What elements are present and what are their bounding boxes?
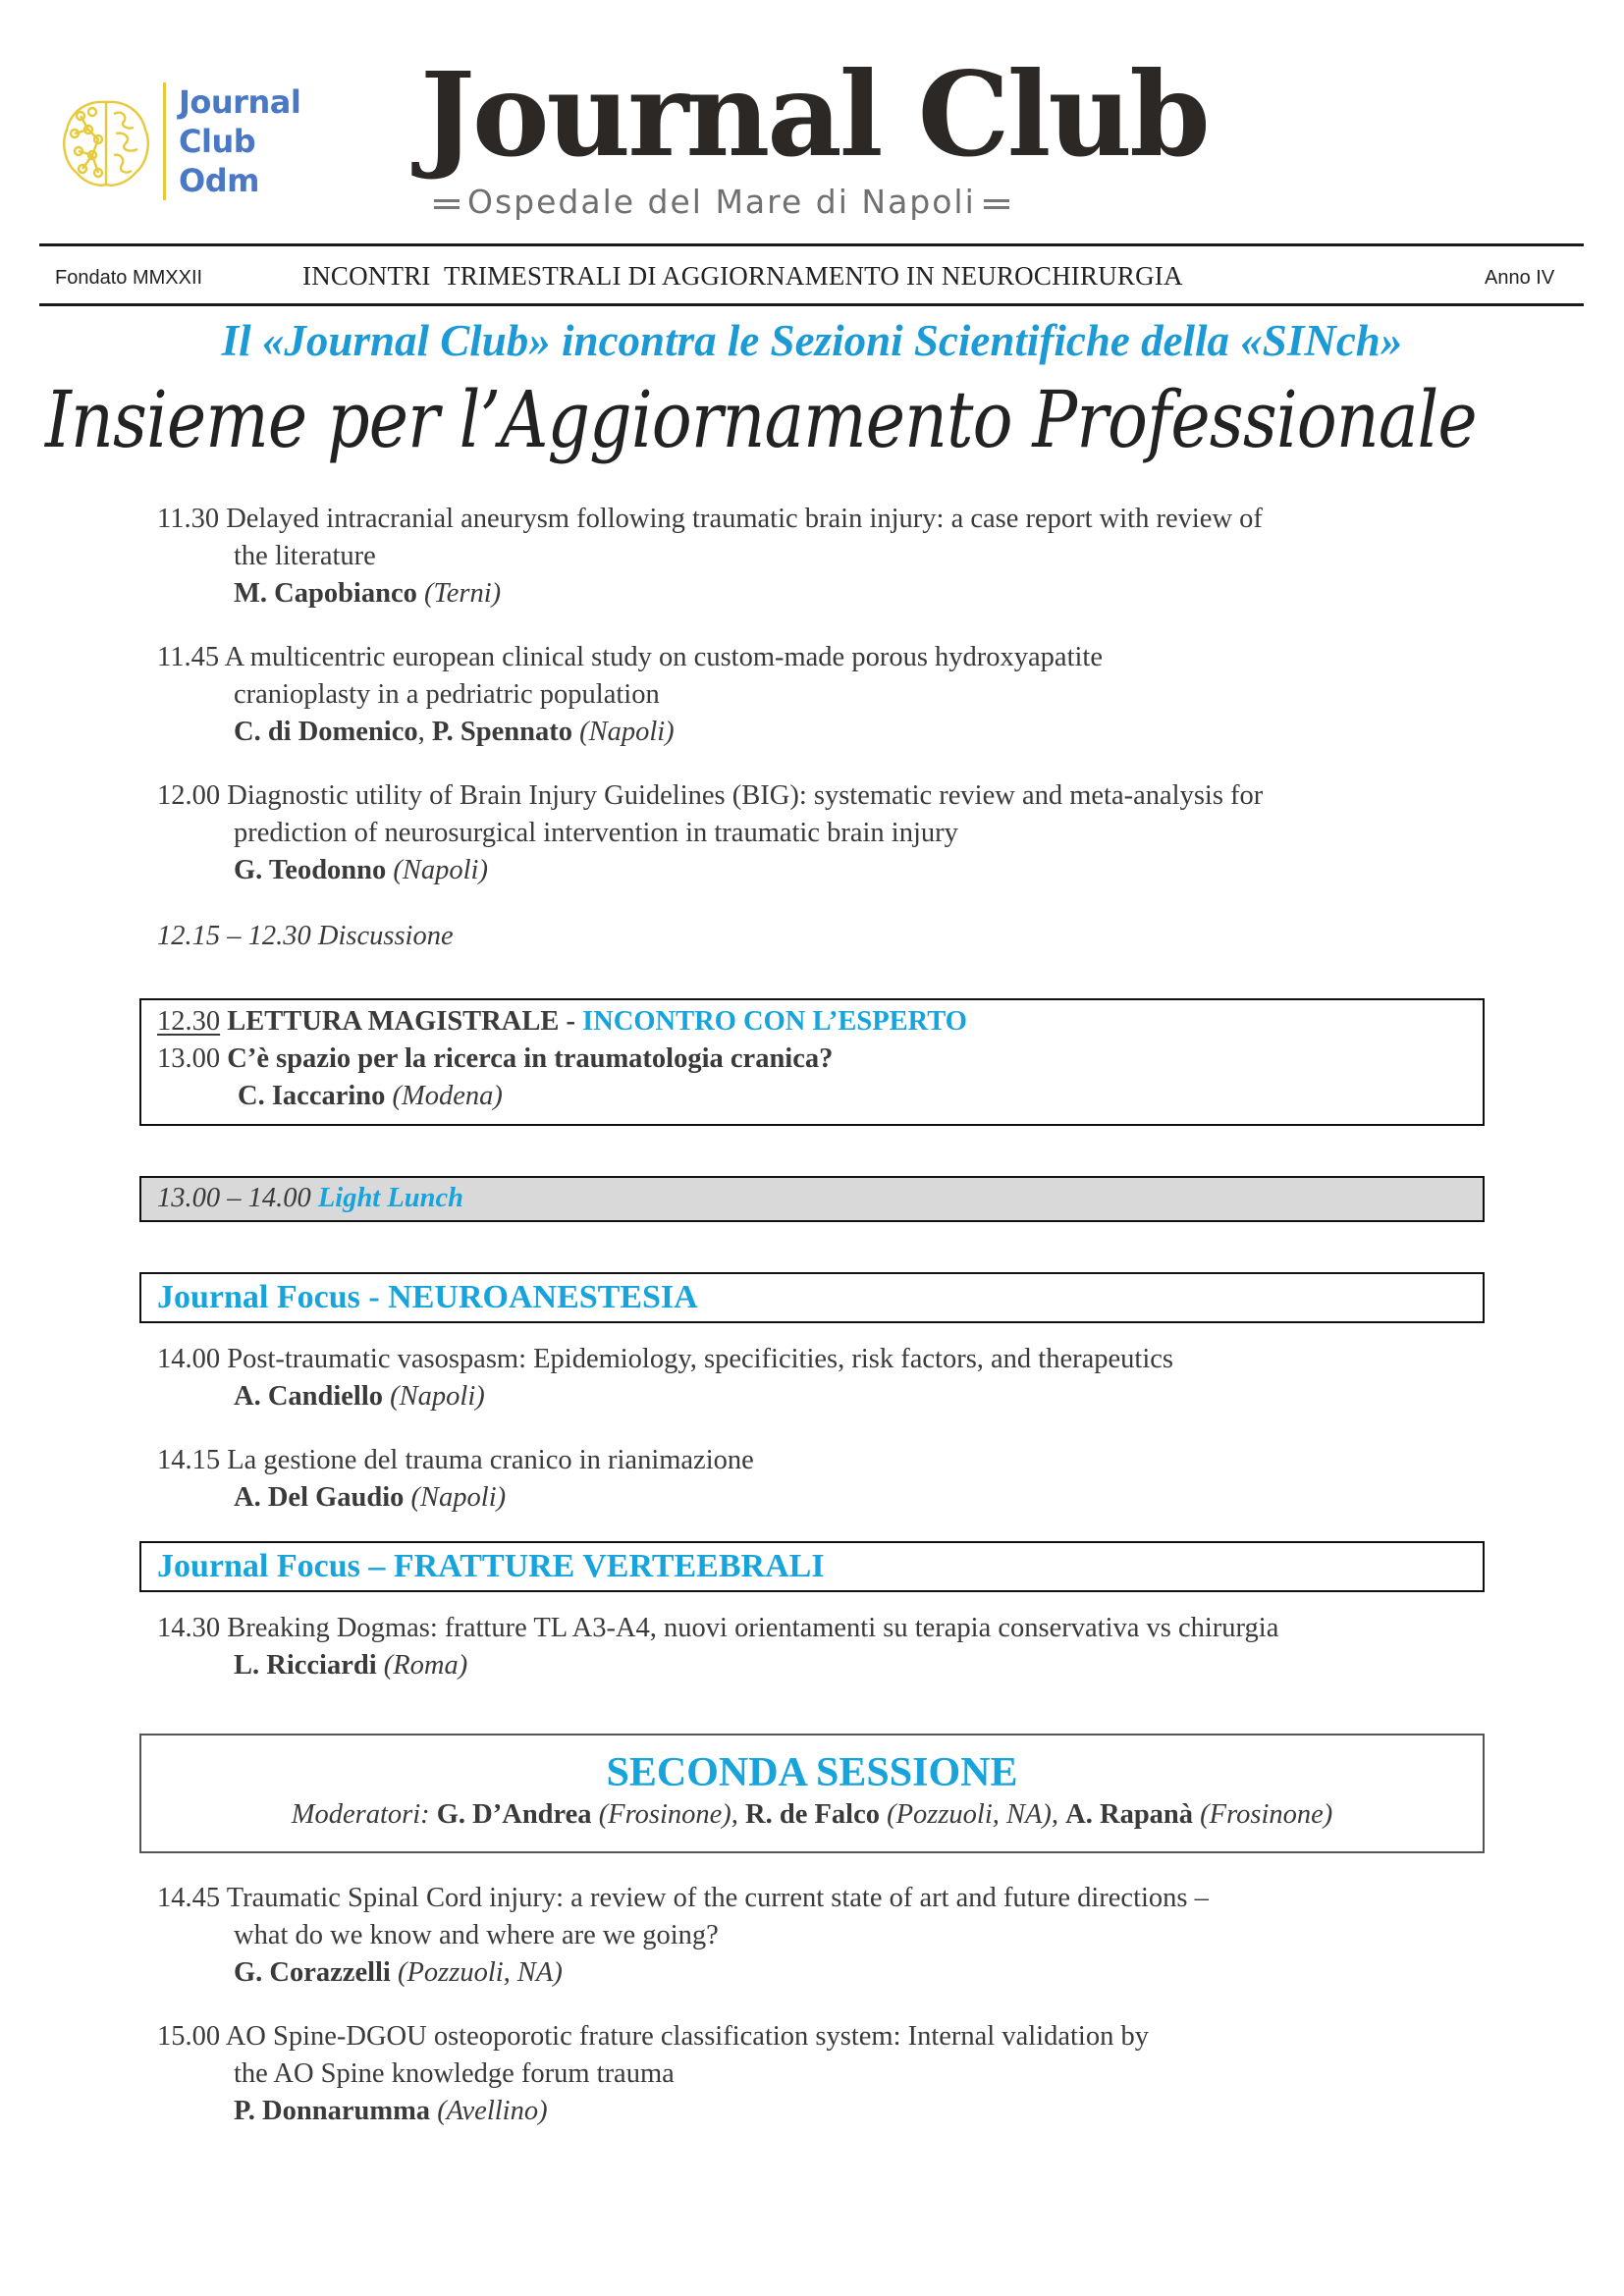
speaker-place: (Napoli) [390,1381,485,1412]
logo-divider [163,82,166,200]
speaker-name: M. Capobianco [234,578,417,609]
talk-time: 12.00 [157,780,221,811]
talk-title: Delayed intracranial aneurysm following traumatic brain injury: a case report with review of [226,504,1263,534]
speaker-place: (Modena) [392,1081,503,1111]
masthead-tagline: INCONTRI TRIMESTRALI DI AGGIORNAMENTO IN NEUROCHIRURGIA [302,261,1183,291]
talk-item [157,639,1512,751]
talk-title: Breaking Dogmas: fratture TL A3-A4, nuovi orientamenti su terapia conservativa vs chirurgia [227,1613,1279,1643]
banner-subtitle: Il «Journal Club» incontra le Sezioni Scientifiche della «SINch» [221,316,1403,365]
talk-title-cont: the AO Spine knowledge forum trauma [234,2058,675,2089]
speaker-name: G. Corazzelli [234,1957,391,1988]
talk-title: La gestione del trauma cranico in rianimazione [227,1445,754,1475]
moderators-label: Moderatori: [291,1799,430,1830]
masthead-subtitle-text: Ospedale del Mare di Napoli [467,183,976,221]
moderator-name: R. de Falco [745,1799,880,1830]
double-rule-icon [984,199,1009,209]
moderator-place: (Pozzuoli, NA), [887,1799,1059,1830]
talk-title: A multicentric european clinical study on custom-made porous hydroxyapatite [224,642,1103,672]
lettura-start-time: 12.30 [157,1006,221,1037]
speaker-name: G. Teodonno [234,855,387,885]
logo [57,82,371,206]
speaker-place: (Napoli) [579,717,675,747]
speaker-name: A. Candiello [234,1381,384,1412]
lettura-highlight: INCONTRO CON L’ESPERTO [582,1006,967,1037]
speaker-name: L. Ricciardi [234,1650,377,1681]
speaker-place: (Napoli) [393,855,488,885]
lettura-magistrale-box [139,998,1485,1126]
speaker-place: (Napoli) [410,1482,507,1513]
talk-time: 11.45 [157,642,220,672]
talk-title: Diagnostic utility of Brain Injury Guidelines (BIG): systematic review and meta-analysis for [227,780,1264,811]
moderator-name: A. Rapanà [1065,1799,1194,1830]
talk-time: 14.45 [157,1883,221,1913]
speaker-place: (Pozzuoli, NA) [397,1957,563,1988]
talk-time: 14.15 [157,1445,221,1475]
lettura-label: LETTURA MAGISTRALE - [227,1006,583,1037]
masthead-rule-bottom [39,303,1584,306]
lunch-time: 13.00 – 14.00 [157,1183,311,1213]
session-title: SECONDA SESSIONE [606,1750,1018,1795]
logo-line: Club [179,123,256,160]
masthead-subtitle [426,181,1017,224]
lunch-box [139,1176,1485,1222]
logo-wordmark [179,82,300,200]
talk-title-cont: what do we know and where are we going? [234,1920,719,1950]
speaker-name: A. Del Gaudio [234,1482,405,1513]
lettura-time: 13.00 [157,1043,221,1074]
session-box [139,1734,1485,1853]
talk-title: AO Spine-DGOU osteoporotic frature classification system: Internal validation by [225,2021,1149,2052]
talk-time: 14.30 [157,1613,221,1643]
discussion-label: 12.15 – 12.30 Discussione [157,921,454,951]
talk-title: Post-traumatic vasospasm: Epidemiology, specificities, risk factors, and therapeutics [227,1344,1173,1374]
talk-item [157,2018,1512,2130]
speaker-name: P. Spennato [431,717,572,747]
speaker-separator: , [417,717,432,747]
talk-item [157,501,1512,613]
year-label: Anno IV [1485,267,1555,289]
talk-item [157,777,1512,889]
double-rule-icon [434,199,460,209]
masthead-title: Journal Club [420,46,1208,183]
speaker-place: (Avellino) [437,2096,548,2126]
speaker-place: (Terni) [423,578,502,609]
talk-time: 15.00 [157,2021,221,2052]
talk-time: 11.30 [157,504,220,534]
talk-item [157,1610,1512,1684]
speaker-name: C. di Domenico [234,717,418,747]
moderator-name: G. D’Andrea [436,1799,592,1830]
talk-title: Traumatic Spinal Cord injury: a review of the current state of art and future directions – [226,1883,1209,1913]
speaker-name: C. Iaccarino [238,1081,386,1111]
speaker-place: (Roma) [383,1650,468,1681]
masthead-rule-top [39,243,1584,246]
session-moderators [141,1796,1483,1834]
talk-title-cont: prediction of neurosurgical intervention in traumatic brain injury [234,818,958,848]
banner-title: Insieme per l’Aggiornamento Professionale [45,374,1477,465]
logo-line: Journal [179,83,301,121]
talk-time: 14.00 [157,1344,221,1374]
talk-item [157,1442,1512,1517]
moderator-place: (Frosinone) [1200,1799,1333,1830]
lettura-title: C’è spazio per la ricerca in traumatologia cranica? [227,1043,834,1074]
talk-title-cont: the literature [234,541,376,571]
talk-item [157,1880,1512,1992]
founded-label: Fondato MMXXII [55,267,203,289]
focus-heading-neuroanestesia: Journal Focus - NEUROANESTESIA [139,1272,1485,1323]
talk-title-cont: cranioplasty in a pedriatric population [234,679,660,710]
speaker-name: P. Donnarumma [234,2096,431,2126]
talk-item [157,1341,1512,1415]
lunch-label: Light Lunch [317,1183,463,1213]
moderator-place: (Frosinone), [598,1799,738,1830]
brain-icon [57,94,155,192]
focus-heading-fratture: Journal Focus – FRATTURE VERTEEBRALI [139,1541,1485,1592]
logo-line: Odm [179,162,259,199]
